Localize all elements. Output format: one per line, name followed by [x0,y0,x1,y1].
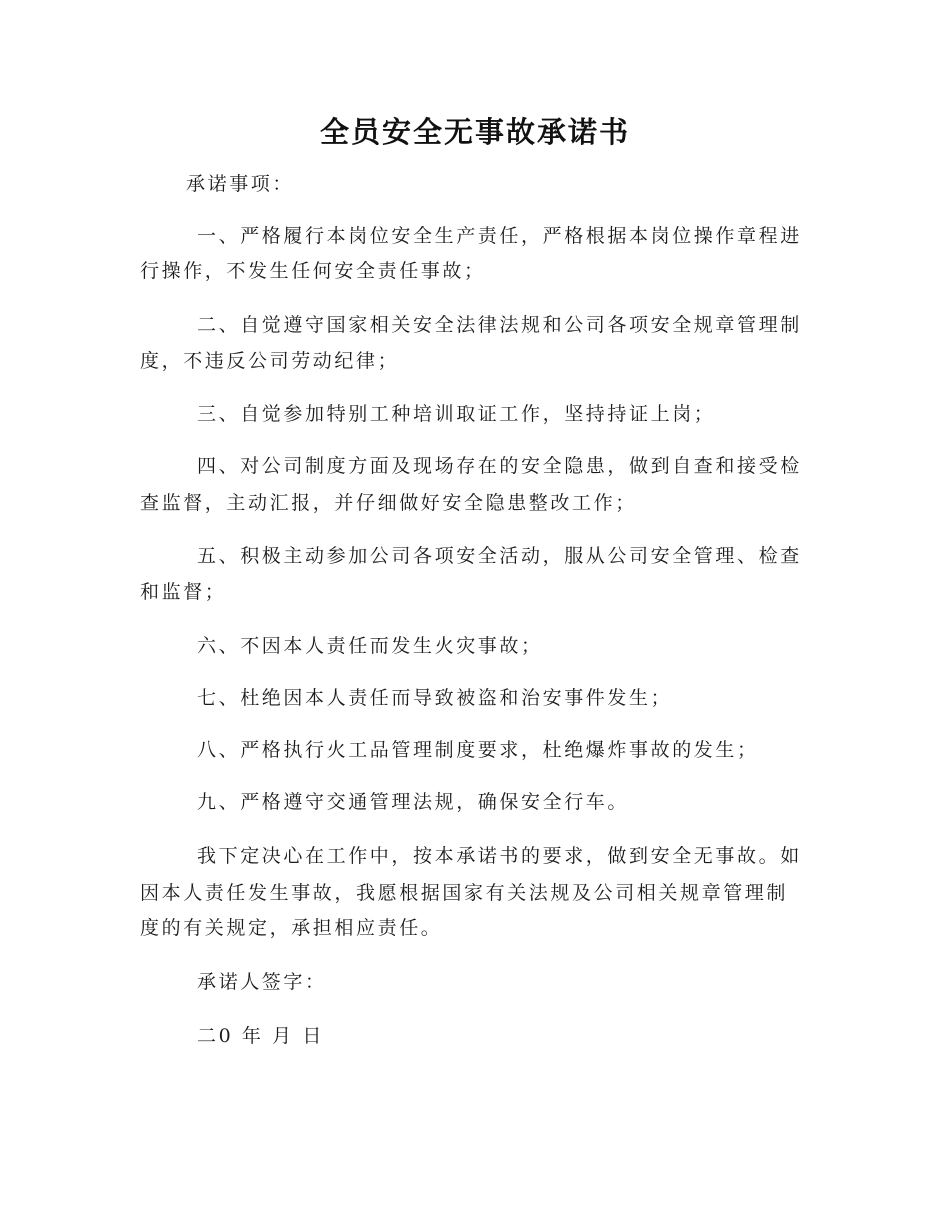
item-8-line-1: 八、严格执行火工品管理制度要求，杜绝爆炸事故的发生； [197,739,759,761]
signature-label: 承诺人签字： [197,971,327,993]
closing-line-3: 度的有关规定，承担相应责任。 [140,917,443,939]
document-title: 全员安全无事故承诺书 [319,115,630,149]
item-6-line-1: 六、不因本人责任而发生火灾事故； [197,635,543,657]
item-1-line-2: 行操作，不发生任何安全责任事故； [140,260,486,282]
closing-line-2: 因本人责任发生事故，我愿根据国家有关法规及公司相关规章管理制 [140,882,789,904]
item-5-line-2: 和监督； [140,581,227,603]
closing-line-1: 我下定决心在工作中，按本承诺书的要求，做到安全无事故。如 [197,845,802,867]
item-9-line-1: 九、严格遵守交通管理法规，确保安全行车。 [197,791,630,813]
item-1-line-1: 一、严格履行本岗位安全生产责任，严格根据本岗位操作章程进 [197,225,802,247]
item-7-line-1: 七、杜绝因本人责任而导致被盗和治安事件发生； [197,687,673,709]
item-2-line-1: 二、自觉遵守国家相关安全法律法规和公司各项安全规章管理制 [197,314,802,336]
date-line: 二0 年 月 日 [197,1025,325,1047]
item-3-line-1: 三、自觉参加特别工种培训取证工作，坚持持证上岗； [197,403,716,425]
item-4-line-2: 查监督，主动汇报，并仔细做好安全隐患整改工作； [140,492,637,514]
item-4-line-1: 四、对公司制度方面及现场存在的安全隐患，做到自查和接受检 [197,455,802,477]
item-2-line-2: 度，不违反公司劳动纪律； [140,350,400,372]
item-5-line-1: 五、积极主动参加公司各项安全活动，服从公司安全管理、检查 [197,545,802,567]
intro-heading: 承诺事项： [186,173,295,195]
